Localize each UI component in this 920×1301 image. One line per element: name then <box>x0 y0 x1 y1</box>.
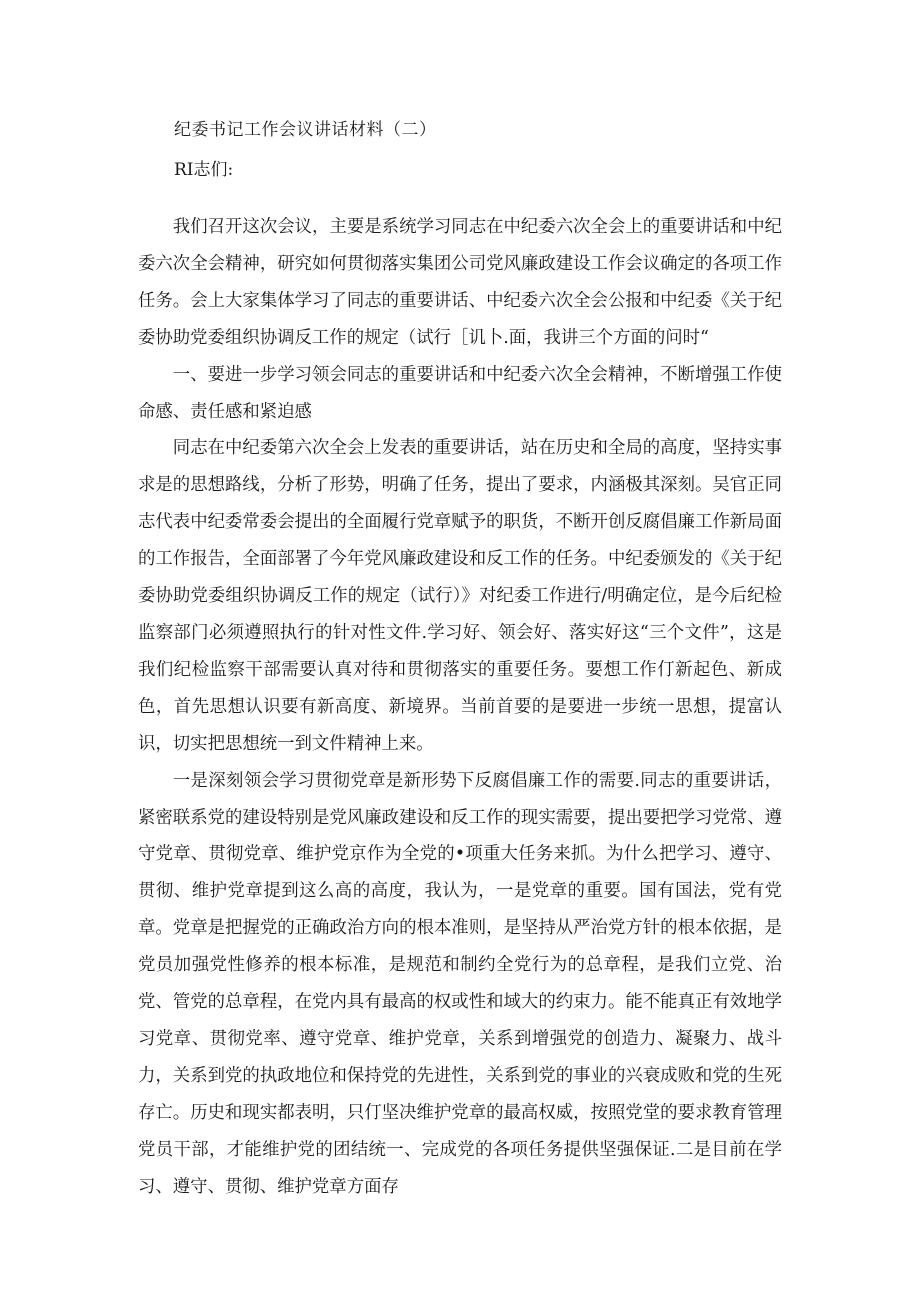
paragraph-party-constitution: 一是深刻领会学习贯彻党章是新形势下反腐倡廉工作的需要.同志的重要讲话，紧密联系党的建设特别是党风廉政建设和反工作的现实需要，提出要把学习党常、遵守党章、贯彻党章、维护党京作为全党的•项重大任务来抓。为什么把学习、遵守、贯彻、维护党章提到这么高的高度，我认为，一是党章的重要。国有国法，党有党章。党章是把握党的正确政治方向的根本准则，是坚持从严治党方针的根本依据，是党员加强党性修养的根本标准，是规范和制约全党行为的总章程，是我们立党、治党、管党的总章程，在党内具有最高的权或性和域大的约束力。能不能真正有效地学习党章、贯彻党率、遵守党章、维护党章，关系到增强党的创造力、凝聚力、战斗力，关系到党的执政地位和保持党的先进性，关系到党的事业的兴衰成败和党的生死存亡。历史和现实都表明，只仃坚决维护党章的最高权威，按照党堂的要求教育管理党员干部，才能维护党的团结统一、完成党的各项任务提供坚强保证.二是目前在学习、遵守、贯彻、维护党章方面存 <box>138 770 782 1197</box>
paragraph-speech-summary: 同志在中纪委第六次全会上发表的重要讲话，站在历史和全局的高度，坚持实事求是的思想路线，分析了形势，明确了任务，提出了要求，内涵极其深刻。吴官正同志代表中纪委常委会提出的全面履行党章赋予的职货，不断开创反腐倡廉工作新局面的工作报告，全面部署了今年党风廉政建设和反工作的任务。中纪委颁发的《关于纪委协助党委组织协调反工作的规定（试行）》对纪委工作进行/明确定位，是今后纪检监察部门必须遵照执行的针对性文件.学习好、领会好、落实好这“三个文件”，这是我们纪检监察干部需要认真对待和贯彻落实的重要任务。要想工作仃新起色、新成色，首先思想认识要有新高度、新境界。当前首要的是要进一步统一思想，提富认识，切实把思想统一到文件精神上来。 <box>138 438 782 754</box>
paragraph-section-heading: 一、要进一步学习领会同志的重要讲话和中纪委六次全会精神，不断增强工作使命感、责任感和紧迫感 <box>138 364 782 422</box>
document-body <box>138 209 782 1205</box>
salutation: RI志们: <box>174 160 234 180</box>
paragraph-intro: 我们召开这次会议，主要是系统学习同志在中纪委六次全会上的重要讲话和中纪委六次全会精神，研究如何贯彻落实集团公司党风廉政建设工作会议确定的各项工作任务。会上大家集体学习了同志的重要讲话、中纪委六次全会公报和中纪委《关于纪委协助党委组织协调反工作的规定（试行［讥卜.面，我讲三个方面的问时“ <box>138 217 782 348</box>
document-title: 纪委书记工作会议讲话材料（二） <box>174 120 437 140</box>
